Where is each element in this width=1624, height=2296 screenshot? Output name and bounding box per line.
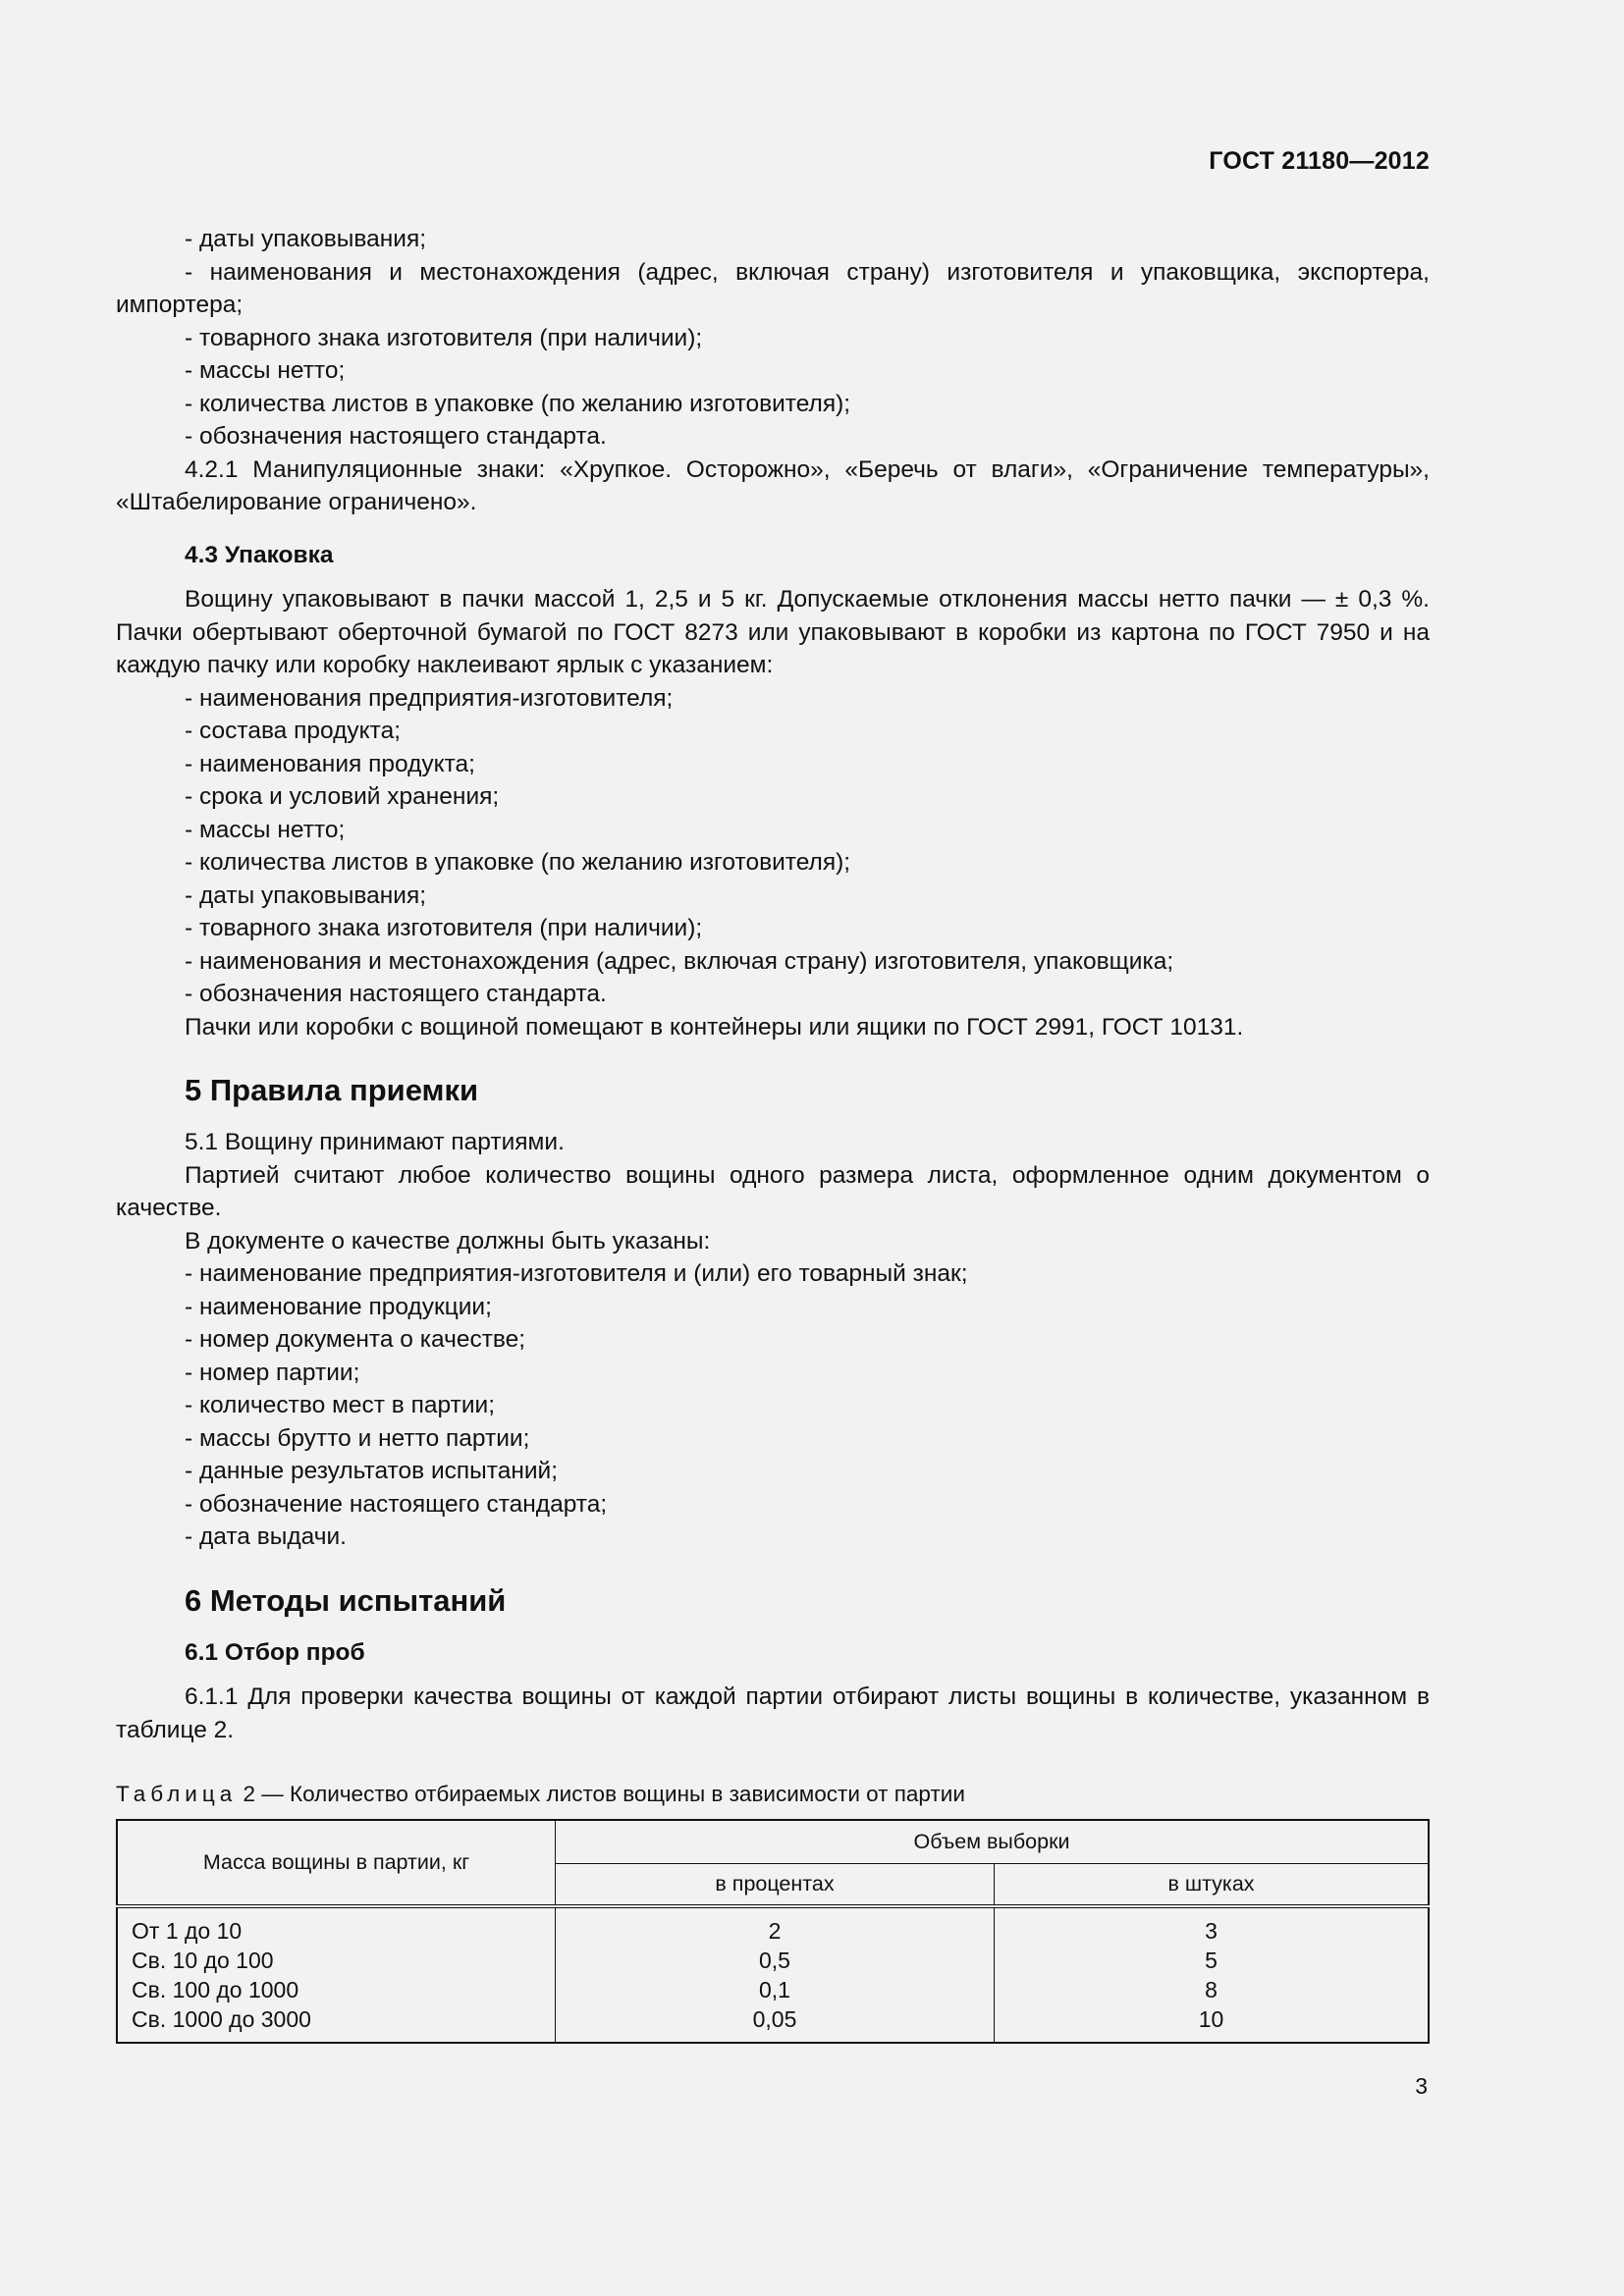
list-item: - состава продукта;	[185, 718, 402, 744]
list-item: - количества листов в упаковке (по желанию изготовителя);	[185, 390, 851, 417]
list-item: - дата выдачи.	[185, 1523, 347, 1550]
table-cell-percent: 0,05	[752, 2006, 797, 2032]
document-header-id: ГОСТ 21180—2012	[1209, 147, 1430, 175]
list-item: - товарного знака изготовителя (при наличии);	[185, 915, 703, 941]
paragraph-packing-intro: Вощину упаковывают в пачки массой 1, 2,5 и 5 кг. Допускаемые отклонения массы нетто пачки — ± 0,3 %. Пачки обертывают оберточной бумагой по ГОСТ 8273 или упаковывают в коробки из картона по ГОСТ 7950 и на каждую пачку или коробку наклеивают ярлык с указанием:	[116, 586, 1430, 678]
list-item: - обозначения настоящего стандарта.	[185, 423, 607, 450]
subsection-heading-4-3: 4.3 Упаковка	[185, 541, 334, 568]
list-item: - массы брутто и нетто партии;	[185, 1424, 530, 1452]
table-cell-pieces: 8	[1205, 1977, 1218, 2002]
column-header-mass: Масса вощины в партии, кг	[117, 1820, 556, 1906]
table-cell-mass: Св. 100 до 1000	[132, 1977, 299, 2002]
mass-column	[117, 1906, 556, 2043]
list-item: - количество мест в партии;	[185, 1392, 496, 1418]
subsection-heading-6-1: 6.1 Отбор проб	[185, 1638, 365, 1666]
table-cell-mass: Св. 10 до 100	[132, 1948, 274, 1973]
document-body	[116, 223, 1430, 2044]
list-item: - даты упаковывания;	[185, 226, 427, 252]
list-item: - количества листов в упаковке (по желанию изготовителя);	[185, 849, 851, 876]
table-cell-mass: Св. 1000 до 3000	[132, 2006, 311, 2032]
list-item: - даты упаковывания;	[185, 881, 427, 909]
section-heading-5: 5 Правила приемки	[185, 1073, 479, 1107]
section-heading-6: 6 Методы испытаний	[185, 1582, 507, 1618]
table-cell-percent: 2	[768, 1918, 782, 1944]
table-caption-text: 2 — Количество отбираемых листов вощины в зависимости от партии	[243, 1782, 965, 1806]
paragraph-packing-outro: Пачки или коробки с вощиной помещают в контейнеры или ящики по ГОСТ 2991, ГОСТ 10131.	[185, 1013, 1244, 1041]
pieces-column	[995, 1906, 1430, 2043]
column-header-volume: Объем выборки	[556, 1820, 1430, 1863]
table-cell-percent: 0,5	[759, 1948, 790, 1973]
table-row	[117, 1906, 1429, 2043]
list-item: - наименование продукции;	[185, 1293, 492, 1320]
column-header-percent: в процентах	[556, 1863, 995, 1906]
table-caption	[116, 1780, 1430, 1809]
table-cell-pieces: 5	[1205, 1948, 1218, 1973]
list-item: - номер партии;	[185, 1359, 360, 1386]
list-item: - наименования предприятия-изготовителя;	[185, 684, 674, 712]
paragraph-4-2-1: 4.2.1 Манипуляционные знаки: «Хрупкое. Осторожно», «Беречь от влаги», «Ограничение температуры», «Штабелирование ограничено».	[116, 455, 1430, 515]
list-item: - наименования и местонахождения (адрес, включая страну) изготовителя и упаковщика, экспортера, импортера;	[116, 258, 1430, 318]
list-item: - наименование предприятия-изготовителя и (или) его товарный знак;	[185, 1260, 968, 1287]
list-item: - товарного знака изготовителя (при наличии);	[185, 324, 703, 351]
column-header-pieces: в штуках	[995, 1863, 1430, 1906]
list-item: - наименования продукта;	[185, 750, 475, 777]
list-item: - наименования и местонахождения (адрес, включая страну) изготовителя, упаковщика;	[185, 947, 1174, 975]
percent-column	[556, 1906, 995, 2043]
list-item: - данные результатов испытаний;	[185, 1458, 559, 1484]
list-item: - массы нетто;	[185, 357, 346, 384]
table-cell-pieces: 10	[1198, 2006, 1224, 2032]
page-number: 3	[1415, 2073, 1428, 2099]
table-cell-pieces: 3	[1205, 1918, 1218, 1944]
paragraph-6-1-1: 6.1.1 Для проверки качества вощины от каждой партии отбирают листы вощины в количестве, указанном в таблице 2.	[116, 1683, 1430, 1743]
list-item: - срока и условий хранения;	[185, 783, 500, 810]
list-item: - массы нетто;	[185, 816, 346, 843]
table-caption-label: Таблица	[116, 1782, 238, 1806]
paragraph-5-1: 5.1 Вощину принимают партиями.	[185, 1129, 565, 1155]
table-cell-percent: 0,1	[759, 1977, 790, 2002]
list-item: - обозначения настоящего стандарта.	[185, 981, 607, 1007]
sample-size-table	[116, 1819, 1430, 2044]
paragraph-quality-doc: В документе о качестве должны быть указаны:	[185, 1227, 711, 1255]
list-item: - обозначение настоящего стандарта;	[185, 1490, 608, 1518]
paragraph-batch-definition: Партией считают любое количество вощины одного размера листа, оформленное одним документом о качестве.	[116, 1161, 1430, 1221]
table-cell-mass: От 1 до 10	[132, 1918, 243, 1944]
list-item: - номер документа о качестве;	[185, 1326, 526, 1353]
